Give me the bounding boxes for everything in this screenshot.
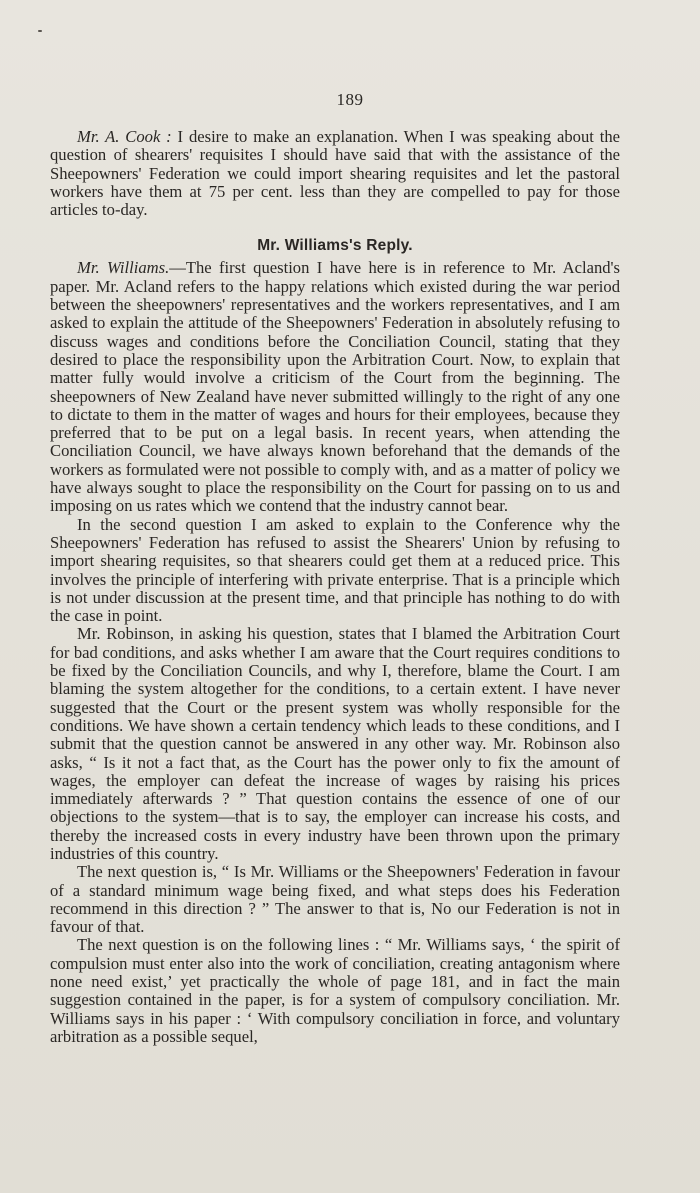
williams-paragraph-5: The next question is on the following lines : “ Mr. Williams says, ‘ the spirit of compulsion must enter also into the work of conciliation, creating antagonism where none need exist,’ yet practically the whole of page 181, and in fact the main suggestion contained in the paper, is for a system of compulsory conciliation. Mr. Williams says in his paper : ‘ With compulsory conciliation in force, and voluntary arbitration as a possible sequel, xyxy=(50,935,620,1046)
williams-paragraph-1 xyxy=(50,259,620,515)
cook-text: I desire to make an explanation. When I was speaking about the question of shearers' requisites I should have said that with the assistance of the Sheepowners' Federation we could import shearing requisites and let the pastoral workers have them at 75 per cent. less than they are compelled to pay for those articles to-day. xyxy=(50,127,620,220)
page-body xyxy=(50,128,620,1046)
section-gap xyxy=(50,219,620,236)
ink-speck xyxy=(38,30,42,32)
williams-speaker: Mr. Williams. xyxy=(77,258,170,278)
cook-paragraph xyxy=(50,128,620,219)
reply-heading: Mr. Williams's Reply. xyxy=(257,237,413,255)
williams-paragraph-1-text: —The first question I have here is in reference to Mr. Acland's paper. Mr. Acland refers to the happy relations which existed during the war period between the sheepowners' representatives and the workers representatives, and I am asked to explain the attitude of the Sheepowners' Federation in absolutely refusing to discuss wages and conditions before the Conciliation Council, stating that they desired to place the responsibility upon the Arbitration Court. Now, to explain that matter fully would involve a criticism of the Court from the beginning. The sheepowners of New Zealand have never submitted willingly to the right of any one to dictate to them in the matter of wages and hours for their employees, because they preferred that to be put on a legal basis. In recent years, when attending the Conciliation Council, we have always known beforehand that the demands of the workers as formulated were not possible to comply with, and as a matter of policy we have always sought to place the responsibility on the Court for passing on to us and imposing on us rates which we contend that the industry cannot bear. xyxy=(50,258,620,516)
williams-paragraph-4: The next question is, “ Is Mr. Williams or the Sheepowners' Federation in favour of a standard minimum wage being fixed, and what steps does his Federation recommend in this direction ? ” The answer to that is, No our Federation is not in favour of that. xyxy=(50,862,620,937)
williams-paragraph-2: In the second question I am asked to explain to the Conference why the Sheepowners' Federation has refused to assist the Shearers' Union by refusing to import shearing requisites, so that shearers could get them at a reduced price. This involves the principle of interfering with private enterprise. That is a principle which is not under discussion at the present time, and that principle has nothing to do with the case in point. xyxy=(50,514,620,626)
williams-paragraph-3: Mr. Robinson, in asking his question, states that I blamed the Arbitration Court for bad conditions, and asks whether I am aware that the Court requires conditions to be fixed by the Conciliation Councils, and why I, therefore, blame the Court. I am blaming the system altogether for the conditions, to a certain extent. I have never suggested that the Court or the present system was wholly responsible for the conditions. We have shown a certain tendency which leads to these conditions, and I submit that the question cannot be answered in any other way. Mr. Robinson also asks, “ Is it not a fact that, as the Court has the power only to fix the amount of wages, the employer can defeat the increase of wages by raising his prices immediately afterwards ? ” That question contains the essence of one of our objections to the system—that is to say, the employer can increase his costs, and thereby the increased costs in every industry have been thrown upon the primary industries of this country. xyxy=(50,624,620,863)
page-number: 189 xyxy=(336,90,364,109)
cook-speaker: Mr. A. Cook : xyxy=(77,127,172,146)
